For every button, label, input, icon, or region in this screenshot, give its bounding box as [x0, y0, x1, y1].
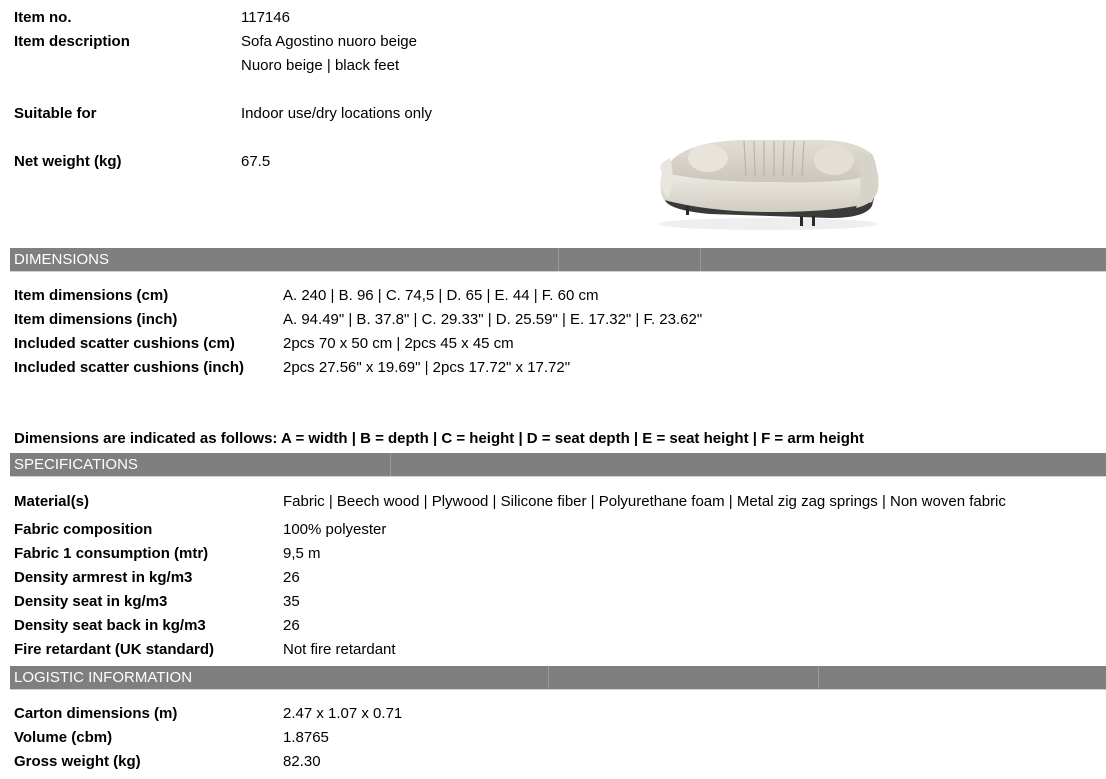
logistics-label: Carton dimensions (m) [14, 705, 178, 722]
dimensions-row [0, 308, 1106, 332]
dimension-label: Included scatter cushions (inch) [14, 359, 245, 376]
item-description-label: Item description [14, 33, 130, 50]
item-description-row-2 [0, 54, 1106, 78]
specification-value: 100% polyester [283, 521, 387, 538]
specification-label: Density armrest in kg/m3 [14, 569, 193, 586]
header-divider [558, 248, 559, 271]
header-divider [700, 248, 701, 271]
suitable-for-row [0, 102, 1106, 126]
logistics-row [0, 750, 1106, 774]
logistics-header-title: LOGISTIC INFORMATION [14, 669, 193, 686]
specification-row [0, 518, 1106, 542]
specification-value: 26 [283, 569, 300, 586]
specification-row [0, 566, 1106, 590]
specification-value: 26 [283, 617, 300, 634]
specification-label: Material(s) [14, 493, 90, 510]
item-no-label: Item no. [14, 9, 72, 26]
item-no-value: 117146 [241, 9, 290, 26]
dimension-value: 2pcs 27.56" x 19.69" | 2pcs 17.72" x 17.72" [283, 359, 571, 376]
dimension-label: Item dimensions (inch) [14, 311, 178, 328]
specification-value: 35 [283, 593, 300, 610]
item-description-line1: Sofa Agostino nuoro beige [241, 33, 417, 50]
specification-row [0, 638, 1106, 662]
dimension-value: A. 94.49" | B. 37.8" | C. 29.33" | D. 25.59" | E. 17.32" | F. 23.62" [283, 311, 703, 328]
dimension-label: Included scatter cushions (cm) [14, 335, 235, 352]
net-weight-value: 67.5 [241, 153, 271, 170]
net-weight-row [0, 150, 1106, 174]
suitable-for-label: Suitable for [14, 105, 97, 122]
dimensions-legend-note: Dimensions are indicated as follows: A = width | B = depth | C = height | D = seat depth | E = seat height | F = arm height [14, 430, 865, 447]
header-divider [818, 666, 819, 689]
item-no-row [0, 6, 1106, 30]
specification-row [0, 490, 1106, 514]
specification-label: Fabric composition [14, 521, 153, 538]
dimension-value: 2pcs 70 x 50 cm | 2pcs 45 x 45 cm [283, 335, 514, 352]
logistics-label: Gross weight (kg) [14, 753, 141, 770]
dimensions-header-title: DIMENSIONS [14, 251, 110, 268]
specification-label: Density seat back in kg/m3 [14, 617, 206, 634]
specification-row [0, 614, 1106, 638]
net-weight-label: Net weight (kg) [14, 153, 122, 170]
header-divider [548, 666, 549, 689]
logistics-row [0, 726, 1106, 750]
dimension-value: A. 240 | B. 96 | C. 74,5 | D. 65 | E. 44 | F. 60 cm [283, 287, 599, 304]
logistics-row [0, 702, 1106, 726]
header-underline [10, 271, 1106, 272]
header-underline [10, 476, 1106, 477]
dimensions-row [0, 332, 1106, 356]
header-underline [10, 689, 1106, 690]
dimension-label: Item dimensions (cm) [14, 287, 169, 304]
logistics-value: 1.8765 [283, 729, 329, 746]
item-description-row [0, 30, 1106, 54]
header-divider [390, 453, 391, 476]
item-description-line2: Nuoro beige | black feet [241, 57, 400, 74]
specification-label: Density seat in kg/m3 [14, 593, 168, 610]
specification-row [0, 542, 1106, 566]
specification-label: Fire retardant (UK standard) [14, 641, 215, 658]
logistics-header [10, 666, 1106, 689]
specifications-header-title: SPECIFICATIONS [14, 456, 138, 473]
specifications-header [10, 453, 1106, 476]
suitable-for-value: Indoor use/dry locations only [241, 105, 432, 122]
sofa-image [650, 128, 885, 238]
dimensions-row [0, 284, 1106, 308]
logistics-label: Volume (cbm) [14, 729, 113, 746]
specification-value: Not fire retardant [283, 641, 396, 658]
specification-value: Fabric | Beech wood | Plywood | Silicone fiber | Polyurethane foam | Metal zig zag springs | Non woven fabric [283, 493, 1006, 510]
logistics-value: 2.47 x 1.07 x 0.71 [283, 705, 403, 722]
specification-value: 9,5 m [283, 545, 321, 562]
specification-label: Fabric 1 consumption (mtr) [14, 545, 209, 562]
dimensions-header [10, 248, 1106, 271]
specification-row [0, 590, 1106, 614]
dimensions-row [0, 356, 1106, 380]
logistics-value: 82.30 [283, 753, 321, 770]
